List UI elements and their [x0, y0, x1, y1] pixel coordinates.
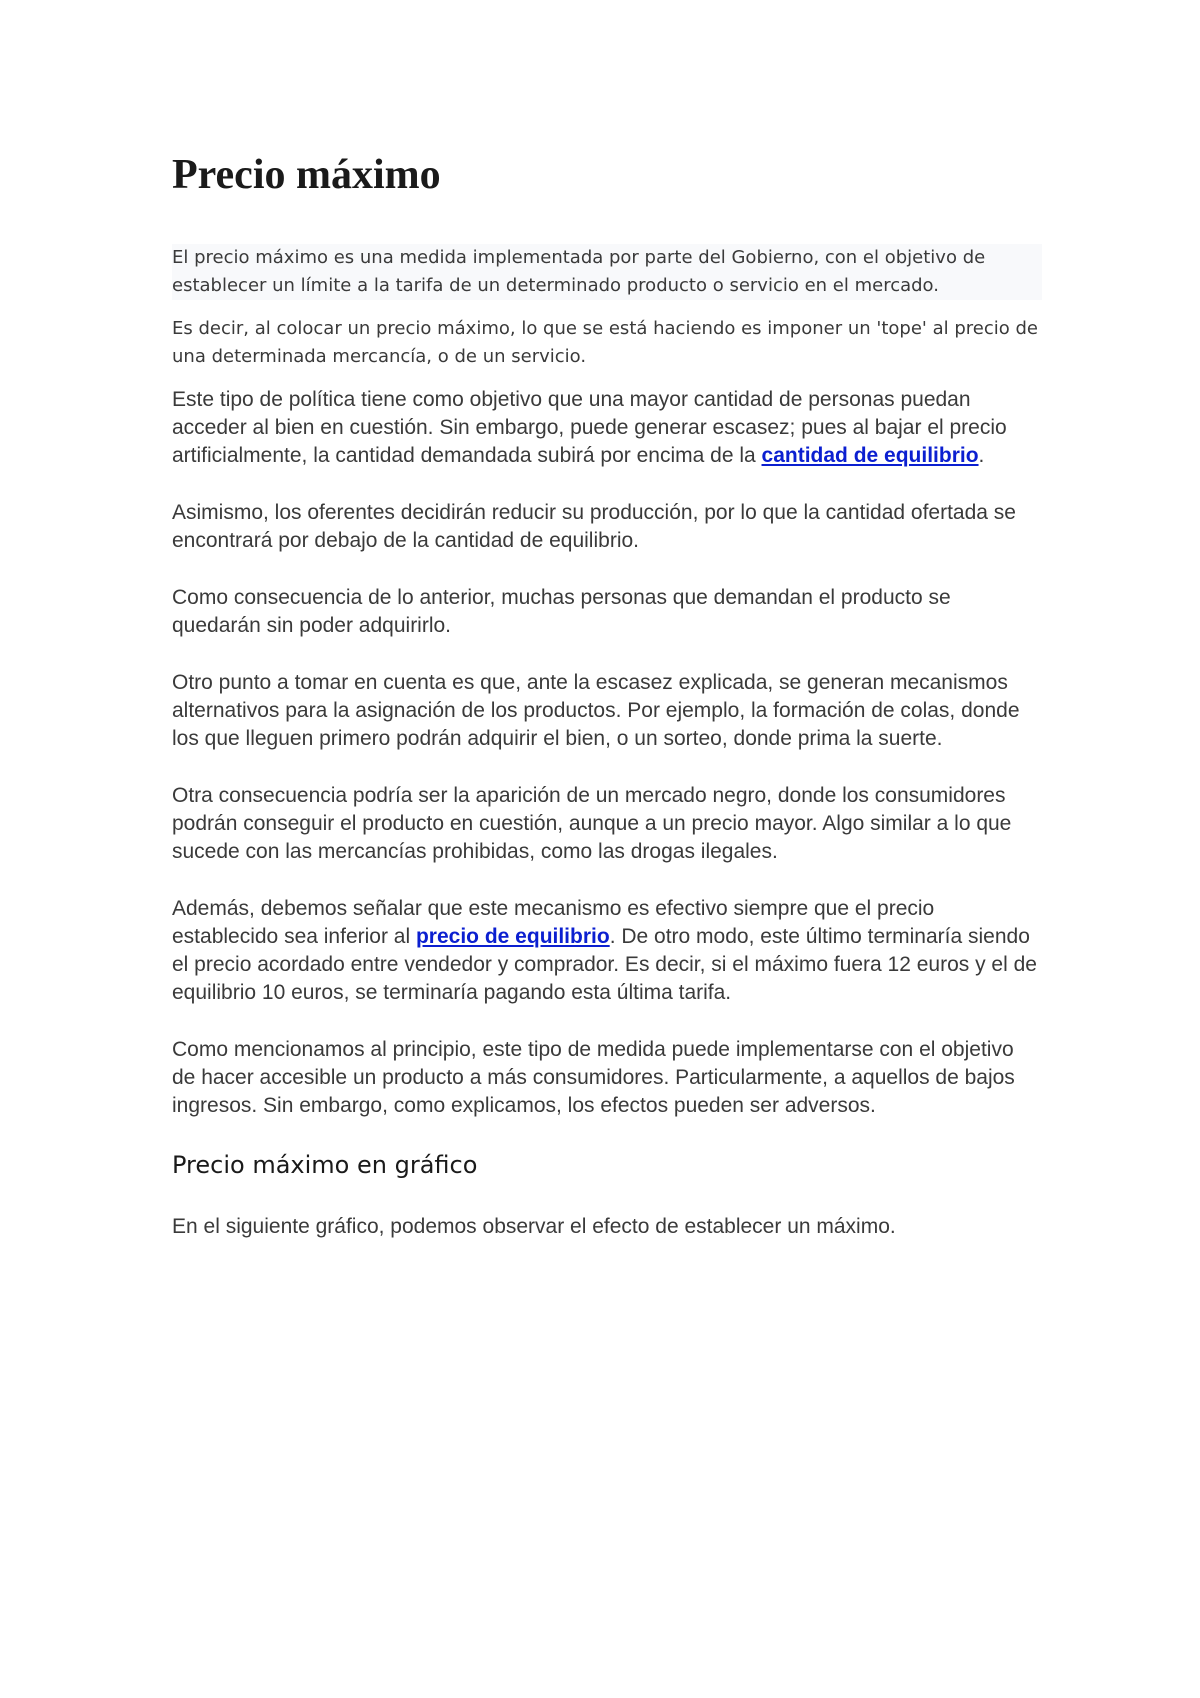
effectiveness-text-before: Además, debemos señalar que este mecanismo es efectivo siempre que el precio establecido sea inferior al: [172, 897, 935, 949]
effectiveness-paragraph: [172, 895, 1042, 1007]
link-precio-de-equilibrio[interactable]: precio de equilibrio: [415, 925, 610, 949]
supply-paragraph: Asimismo, los oferentes decidirán reducir su producción, por lo que la cantidad ofertada se encontrará por debajo de la cantidad de equilibrio.: [172, 501, 1016, 553]
page-title: Precio máximo: [172, 152, 441, 198]
mechanisms-paragraph: Otro punto a tomar en cuenta es que, ante la escasez explicada, se generan mecanismos alternativos para la asignación de los productos. Por ejemplo, la formación de colas, donde los que lleguen primero podrán adquirir el bien, o un sorteo, donde prima la suerte.: [172, 671, 1020, 751]
consequence-paragraph: Como consecuencia de lo anterior, muchas personas que demandan el producto se quedarán sin poder adquirirlo.: [172, 586, 951, 638]
effectiveness-text-after: . De otro modo, este último terminaría siendo el precio acordado entre vendedor y comprador. Es decir, si el máximo fuera 12 euros y el de equilibrio 10 euros, se terminaría pagando esta última tarifa.: [172, 925, 1037, 1005]
policy-text-after: .: [978, 444, 985, 468]
intro-paragraph: El precio máximo es una medida implementada por parte del Gobierno, con el objetivo de establecer un límite a la tarifa de un determinado producto o servicio en el mercado.: [172, 244, 1042, 300]
black-market-paragraph: Otra consecuencia podría ser la aparición de un mercado negro, donde los consumidores podrán conseguir el producto en cuestión, aunque a un precio mayor. Algo similar a lo que sucede con las mercancías prohibidas, como las drogas ilegales.: [172, 784, 1012, 864]
link-cantidad-de-equilibrio[interactable]: cantidad de equilibrio: [761, 444, 979, 468]
graph-intro-paragraph: En el siguiente gráfico, podemos observar el efecto de establecer un máximo.: [172, 1215, 896, 1239]
policy-text-before: Este tipo de política tiene como objetivo que una mayor cantidad de personas puedan acceder al bien en cuestión. Sin embargo, puede generar escasez; pues al bajar el precio artificialmente, la cantidad demandada subirá por encima de la: [172, 388, 1007, 468]
document-page: [172, 140, 1042, 1241]
definition-paragraph: Es decir, al colocar un precio máximo, lo que se está haciendo es imponer un 'tope' al precio de una determinada mercancía, o de un servicio.: [172, 318, 1038, 368]
section-heading: Precio máximo en gráfico: [172, 1151, 478, 1180]
policy-paragraph: [172, 386, 1042, 470]
conclusion-paragraph: Como mencionamos al principio, este tipo de medida puede implementarse con el objetivo de hacer accesible un producto a más consumidores. Particularmente, a aquellos de bajos ingresos. Sin embargo, como explicamos, los efectos pueden ser adversos.: [172, 1038, 1015, 1118]
